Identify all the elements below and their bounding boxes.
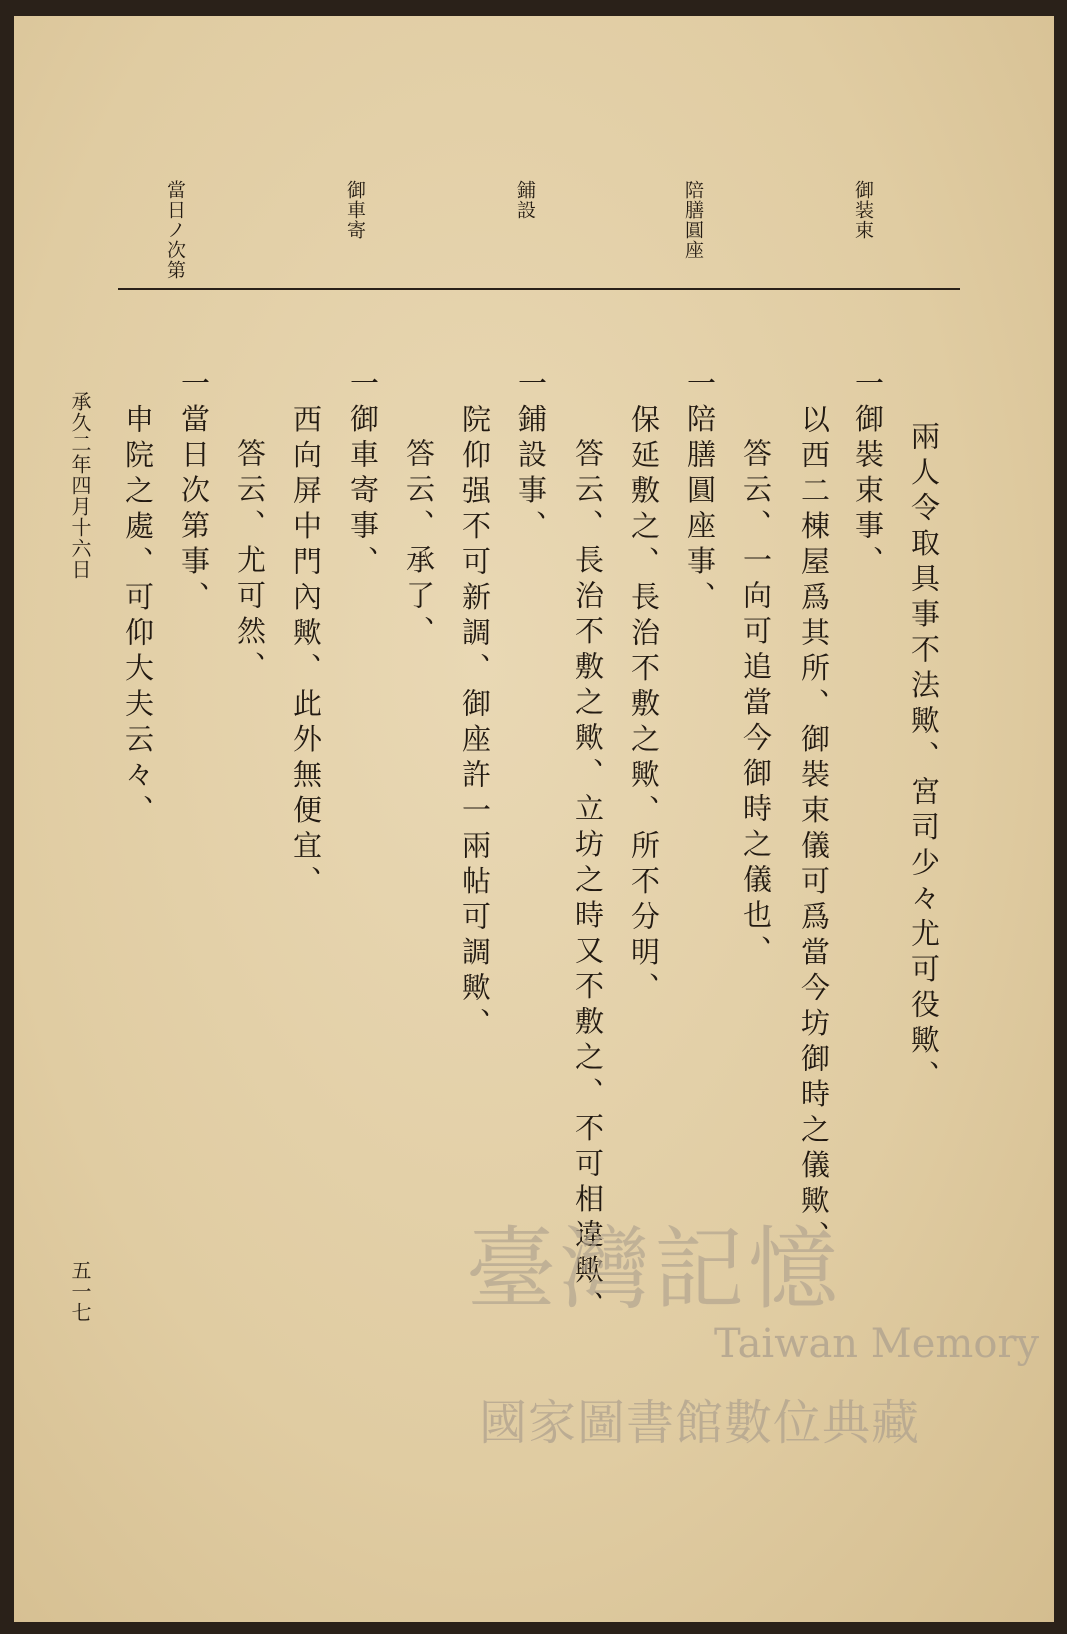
watermark-latin-text: Taiwan Memory [714,1321,1040,1367]
text-column-8: 一鋪設事、 [514,368,548,546]
text-column-6: 保延敷之、長治不敷之歟、所不分明、 [627,404,661,1008]
text-column-15: 申院之處、可仰大夫云々、 [121,404,155,830]
text-column-4: 答云、一向可追當今御時之儀也、 [739,438,773,971]
text-column-7: 答云、長治不敷之歟、立坊之時又不敷之、不可相違歟、 [571,438,605,1326]
header-label-gokurumayose: 御車寄 [344,180,366,240]
document-date: 承久二年四月十六日 [68,391,92,580]
page-number: 五一七 [68,1260,92,1323]
text-column-3: 以西二棟屋爲其所、御裝束儀可爲當今坊御時之儀歟、 [797,404,831,1256]
text-column-1: 兩人令取具事不法歟、宮司少々尤可役歟、 [907,421,941,1096]
header-label-hosetsu: 鋪設 [514,180,536,220]
header-label-baizen-enza: 陪膳圓座 [682,180,704,260]
text-column-14: 一當日次第事、 [177,368,211,617]
text-column-5: 一陪膳圓座事、 [683,368,717,617]
text-column-11: 一御車寄事、 [346,368,380,581]
text-column-10: 答云、承了、 [402,438,436,651]
header-label-toujitsu-shidai: 當日ノ次第 [164,180,186,280]
text-column-2: 一御裝束事、 [851,368,885,581]
book-page [14,16,1054,1622]
text-column-9: 院仰强不可新調、御座許一兩帖可調歟、 [458,404,492,1043]
watermark-organization: 國家圖書館數位典藏 [479,1395,921,1451]
header-label-gosozoku: 御装束 [852,180,874,240]
watermark-logo-script: 臺灣記憶 [466,1217,842,1322]
text-column-12: 西向屏中門內歟、此外無便宜、 [289,404,323,901]
header-divider [118,288,960,290]
text-column-13: 答云、尤可然、 [233,438,267,687]
